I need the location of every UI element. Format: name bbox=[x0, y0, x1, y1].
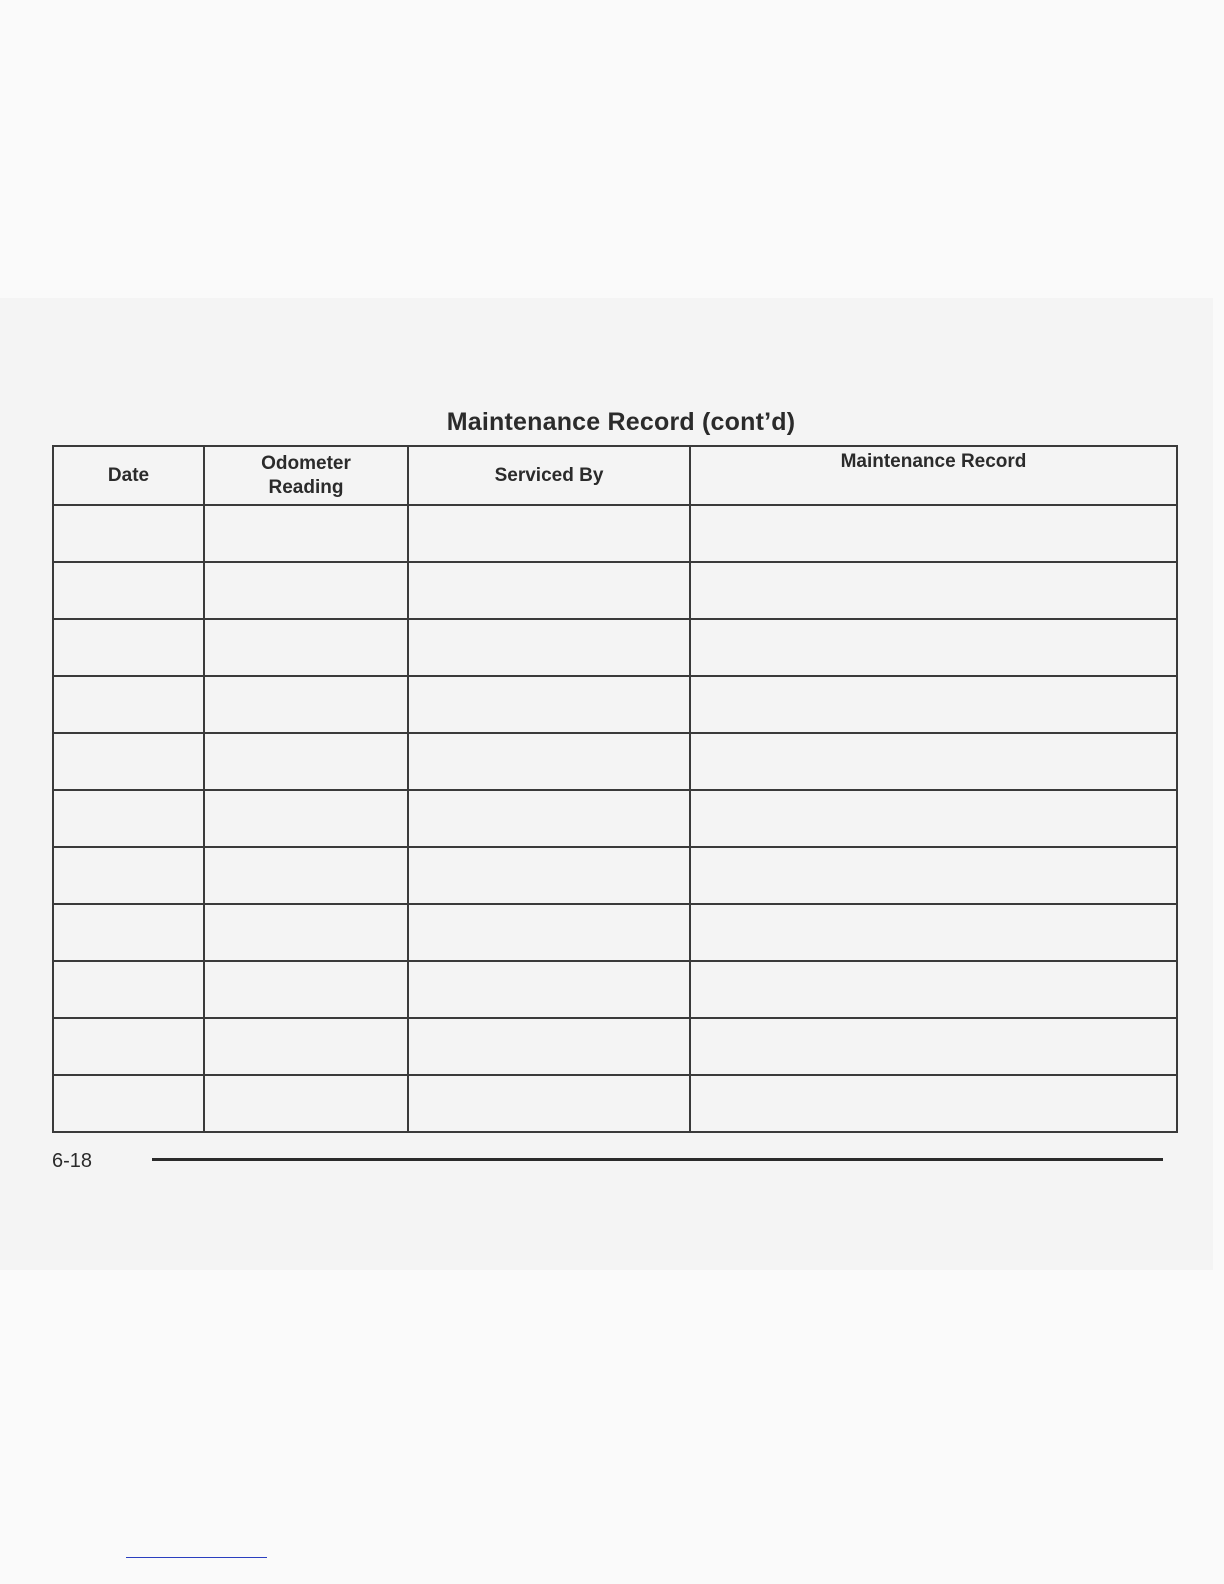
table-header-row bbox=[53, 446, 1177, 505]
table-row bbox=[53, 562, 1177, 619]
blank-cell bbox=[690, 1075, 1177, 1132]
table-row bbox=[53, 790, 1177, 847]
table-row bbox=[53, 733, 1177, 790]
blank-cell bbox=[408, 961, 690, 1018]
table-row bbox=[53, 961, 1177, 1018]
blank-cell bbox=[408, 904, 690, 961]
blank-cell bbox=[408, 847, 690, 904]
table-row bbox=[53, 847, 1177, 904]
blank-cell bbox=[53, 619, 204, 676]
blank-cell bbox=[690, 790, 1177, 847]
blank-cell bbox=[53, 1075, 204, 1132]
blank-cell bbox=[204, 790, 408, 847]
blank-cell bbox=[53, 676, 204, 733]
column-header-odometer-reading-text: Odometer Reading bbox=[261, 452, 351, 498]
blank-cell bbox=[690, 733, 1177, 790]
table-row bbox=[53, 1018, 1177, 1075]
blank-cell bbox=[690, 562, 1177, 619]
blank-cell bbox=[204, 1075, 408, 1132]
blank-cell bbox=[53, 790, 204, 847]
page-title: Maintenance Record (cont’d) bbox=[446, 408, 796, 436]
blank-cell bbox=[204, 562, 408, 619]
blank-cell bbox=[408, 1075, 690, 1132]
blank-cell bbox=[204, 1018, 408, 1075]
blank-cell bbox=[690, 619, 1177, 676]
blank-cell bbox=[690, 505, 1177, 562]
column-header-serviced-by: Serviced By bbox=[408, 446, 690, 505]
table-row bbox=[53, 904, 1177, 961]
footer-link-underline bbox=[126, 1557, 267, 1558]
blank-cell bbox=[408, 562, 690, 619]
blank-cell bbox=[53, 733, 204, 790]
blank-cell bbox=[53, 562, 204, 619]
column-header-maintenance-record: Maintenance Record bbox=[690, 446, 1177, 505]
table-row bbox=[53, 676, 1177, 733]
blank-cell bbox=[204, 676, 408, 733]
blank-cell bbox=[53, 1018, 204, 1075]
table-row bbox=[53, 505, 1177, 562]
blank-cell bbox=[408, 790, 690, 847]
blank-cell bbox=[204, 505, 408, 562]
blank-cell bbox=[204, 904, 408, 961]
blank-cell bbox=[204, 961, 408, 1018]
blank-cell bbox=[53, 961, 204, 1018]
table-row bbox=[53, 619, 1177, 676]
blank-cell bbox=[408, 619, 690, 676]
blank-cell bbox=[408, 1018, 690, 1075]
blank-cell bbox=[690, 847, 1177, 904]
blank-cell bbox=[408, 676, 690, 733]
footer-rule bbox=[152, 1158, 1163, 1161]
blank-cell bbox=[408, 505, 690, 562]
blank-cell bbox=[204, 733, 408, 790]
table-body bbox=[53, 505, 1177, 1132]
blank-cell bbox=[690, 1018, 1177, 1075]
page-number: 6-18 bbox=[52, 1150, 93, 1172]
column-header-date: Date bbox=[53, 446, 204, 505]
blank-cell bbox=[690, 961, 1177, 1018]
blank-cell bbox=[204, 619, 408, 676]
blank-cell bbox=[690, 676, 1177, 733]
table-row bbox=[53, 1075, 1177, 1132]
column-header-odometer-reading bbox=[204, 446, 408, 505]
blank-cell bbox=[53, 505, 204, 562]
blank-cell bbox=[53, 847, 204, 904]
maintenance-record-table bbox=[52, 445, 1178, 1133]
blank-cell bbox=[690, 904, 1177, 961]
blank-cell bbox=[408, 733, 690, 790]
blank-cell bbox=[204, 847, 408, 904]
blank-cell bbox=[53, 904, 204, 961]
